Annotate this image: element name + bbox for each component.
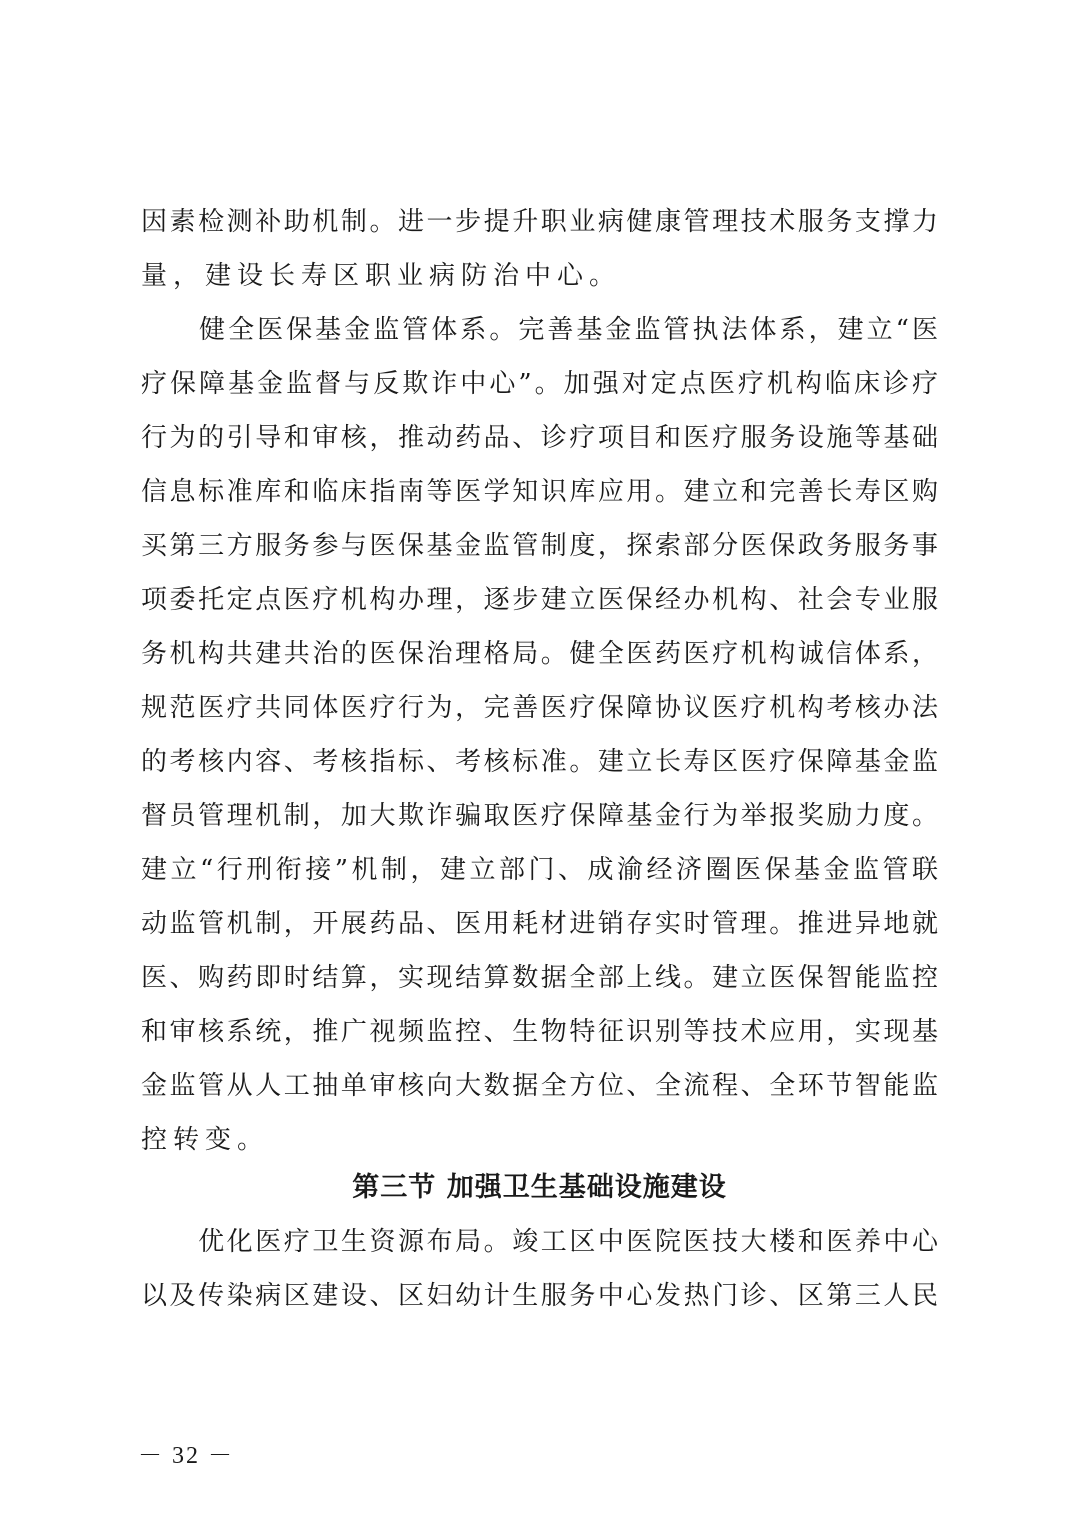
body-text-line: 规范医疗共同体医疗行为，完善医疗保障协议医疗机构考核办法 [141, 693, 938, 723]
body-text-line: 务机构共建共治的医保治理格局。健全医药医疗机构诚信体系， [141, 639, 938, 669]
body-text-line: 行为的引导和审核，推动药品、诊疗项目和医疗服务设施等基础 [141, 423, 938, 453]
body-text-line: 疗保障基金监督与反欺诈中心”。加强对定点医疗机构临床诊疗 [141, 369, 938, 399]
body-text-line: 优化医疗卫生资源布局。竣工区中医院医技大楼和医养中心 [141, 1227, 938, 1257]
body-text-line: 督员管理机制，加大欺诈骗取医疗保障基金行为举报奖励力度。 [141, 801, 938, 831]
body-text-line: 动监管机制，开展药品、医用耗材进销存实时管理。推进异地就 [141, 909, 938, 939]
body-text-line: 因素检测补助机制。进一步提升职业病健康管理技术服务支撑力 [141, 207, 938, 237]
body-text-line: 的考核内容、考核指标、考核标准。建立长寿区医疗保障基金监 [141, 747, 938, 777]
body-text-line: 医、购药即时结算，实现结算数据全部上线。建立医保智能监控 [141, 963, 938, 993]
body-text-line: 项委托定点医疗机构办理，逐步建立医保经办机构、社会专业服 [141, 585, 938, 615]
body-text-line: 健全医保基金监管体系。完善基金监管执法体系，建立“医 [141, 315, 938, 345]
body-text-line: 量，建设长寿区职业病防治中心。 [141, 261, 622, 291]
body-text-line: 以及传染病区建设、区妇幼计生服务中心发热门诊、区第三人民 [141, 1281, 938, 1311]
body-text-line: 买第三方服务参与医保基金监管制度，探索部分医保政务服务事 [141, 531, 938, 561]
body-text-line: 金监管从人工抽单审核向大数据全方位、全流程、全环节智能监 [141, 1071, 938, 1101]
body-text-line: 和审核系统，推广视频监控、生物特征识别等技术应用，实现基 [141, 1017, 938, 1047]
section-heading: 第三节 加强卫生基础设施建设 [352, 1172, 727, 1203]
body-text-line: 建立“行刑衔接”机制，建立部门、成渝经济圈医保基金监管联 [141, 855, 938, 885]
page-number: － 32 － [138, 1443, 234, 1469]
body-text-line: 信息标准库和临床指南等医学知识库应用。建立和完善长寿区购 [141, 477, 938, 507]
body-text-line: 控转变。 [141, 1125, 270, 1155]
